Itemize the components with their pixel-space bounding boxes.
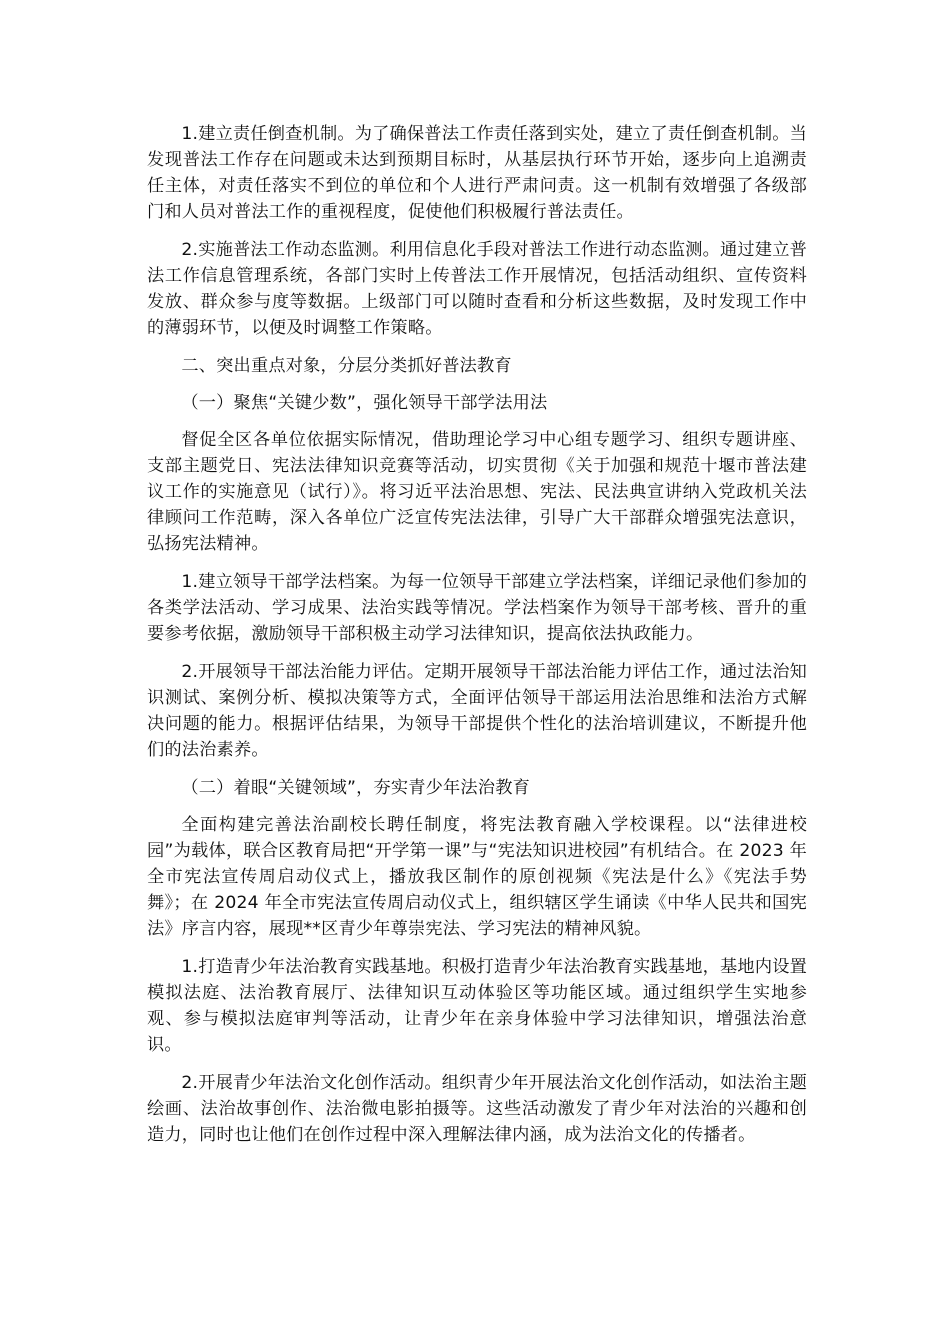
paragraph-capability-assessment: 2.开展领导干部法治能力评估。定期开展领导干部法治能力评估工作，通过法治知识测试、案例分析、模拟决策等方式，全面评估领导干部运用法治思维和法治方式解决问题的能力。根据评估结果，为领导干部提供个性化的法治培训建议，不断提升他们的法治素养。 [147,662,807,760]
paragraph-practice-base: 1.打造青少年法治教育实践基地。积极打造青少年法治教育实践基地，基地内设置模拟法庭、法治教育展厅、法律知识互动体验区等功能区域。通过组织学生实地参观、参与模拟法庭审判等活动，让青少年在亲身体验中学习法律知识，增强法治意识。 [147,957,807,1055]
paragraph-leaders-law-study: 督促全区各单位依据实际情况，借助理论学习中心组专题学习、组织专题讲座、支部主题党日、宪法法律知识竞赛等活动，切实贯彻《关于加强和规范十堰市普法建议工作的实施意见（试行）》。将习近平法治思想、宪法、民法典宣讲纳入党政机关法律顾问工作范畴，深入各单位广泛宣传宪法法律，引导广大干部群众增强宪法意识，弘扬宪法精神。 [147,430,807,554]
section-heading-2: 二、突出重点对象，分层分类抓好普法教育 [181,356,512,376]
subsection-heading-2: （二）着眼“关键领域”，夯实青少年法治教育 [181,778,530,798]
paragraph-culture-creation: 2.开展青少年法治文化创作活动。组织青少年开展法治文化创作活动，如法治主题绘画、法治故事创作、法治微电影拍摄等。这些活动激发了青少年对法治的兴趣和创造力，同时也让他们在创作过程中深入理解法律内涵，成为法治文化的传播者。 [147,1073,807,1145]
paragraph-youth-education: 全面构建完善法治副校长聘任制度，将宪法教育融入学校课程。以“法律进校园”为载体，联合区教育局把“开学第一课”与“宪法知识进校园”有机结合。在 2023 年全市宪法宣传周启动仪式上，播放我区制作的原创视频《宪法是什么》《宪法手势舞》；在 2024 年全市宪法宣传周启动仪式上，组织辖区学生诵读《中华人民共和国宪法》序言内容，展现**区青少年尊崇宪法、学习宪法的精神风貌。 [147,815,807,939]
paragraph-dynamic-monitoring: 2.实施普法工作动态监测。利用信息化手段对普法工作进行动态监测。通过建立普法工作信息管理系统，各部门实时上传普法工作开展情况，包括活动组织、宣传资料发放、群众参与度等数据。上级部门可以随时查看和分析这些数据，及时发现工作中的薄弱环节，以便及时调整工作策略。 [147,240,807,338]
document-page [147,121,807,1160]
paragraph-responsibility-trace: 1.建立责任倒查机制。为了确保普法工作责任落到实处，建立了责任倒查机制。当发现普法工作存在问题或未达到预期目标时，从基层执行环节开始，逐步向上追溯责任主体，对责任落实不到位的单位和个人进行严肃问责。这一机制有效增强了各级部门和人员对普法工作的重视程度，促使他们积极履行普法责任。 [147,124,807,222]
paragraph-study-archive: 1.建立领导干部学法档案。为每一位领导干部建立学法档案，详细记录他们参加的各类学法活动、学习成果、法治实践等情况。学法档案作为领导干部考核、晋升的重要参考依据，激励领导干部积极主动学习法律知识，提高依法执政能力。 [147,572,807,644]
subsection-heading-1: （一）聚焦“关键少数”，强化领导干部学法用法 [181,393,548,413]
